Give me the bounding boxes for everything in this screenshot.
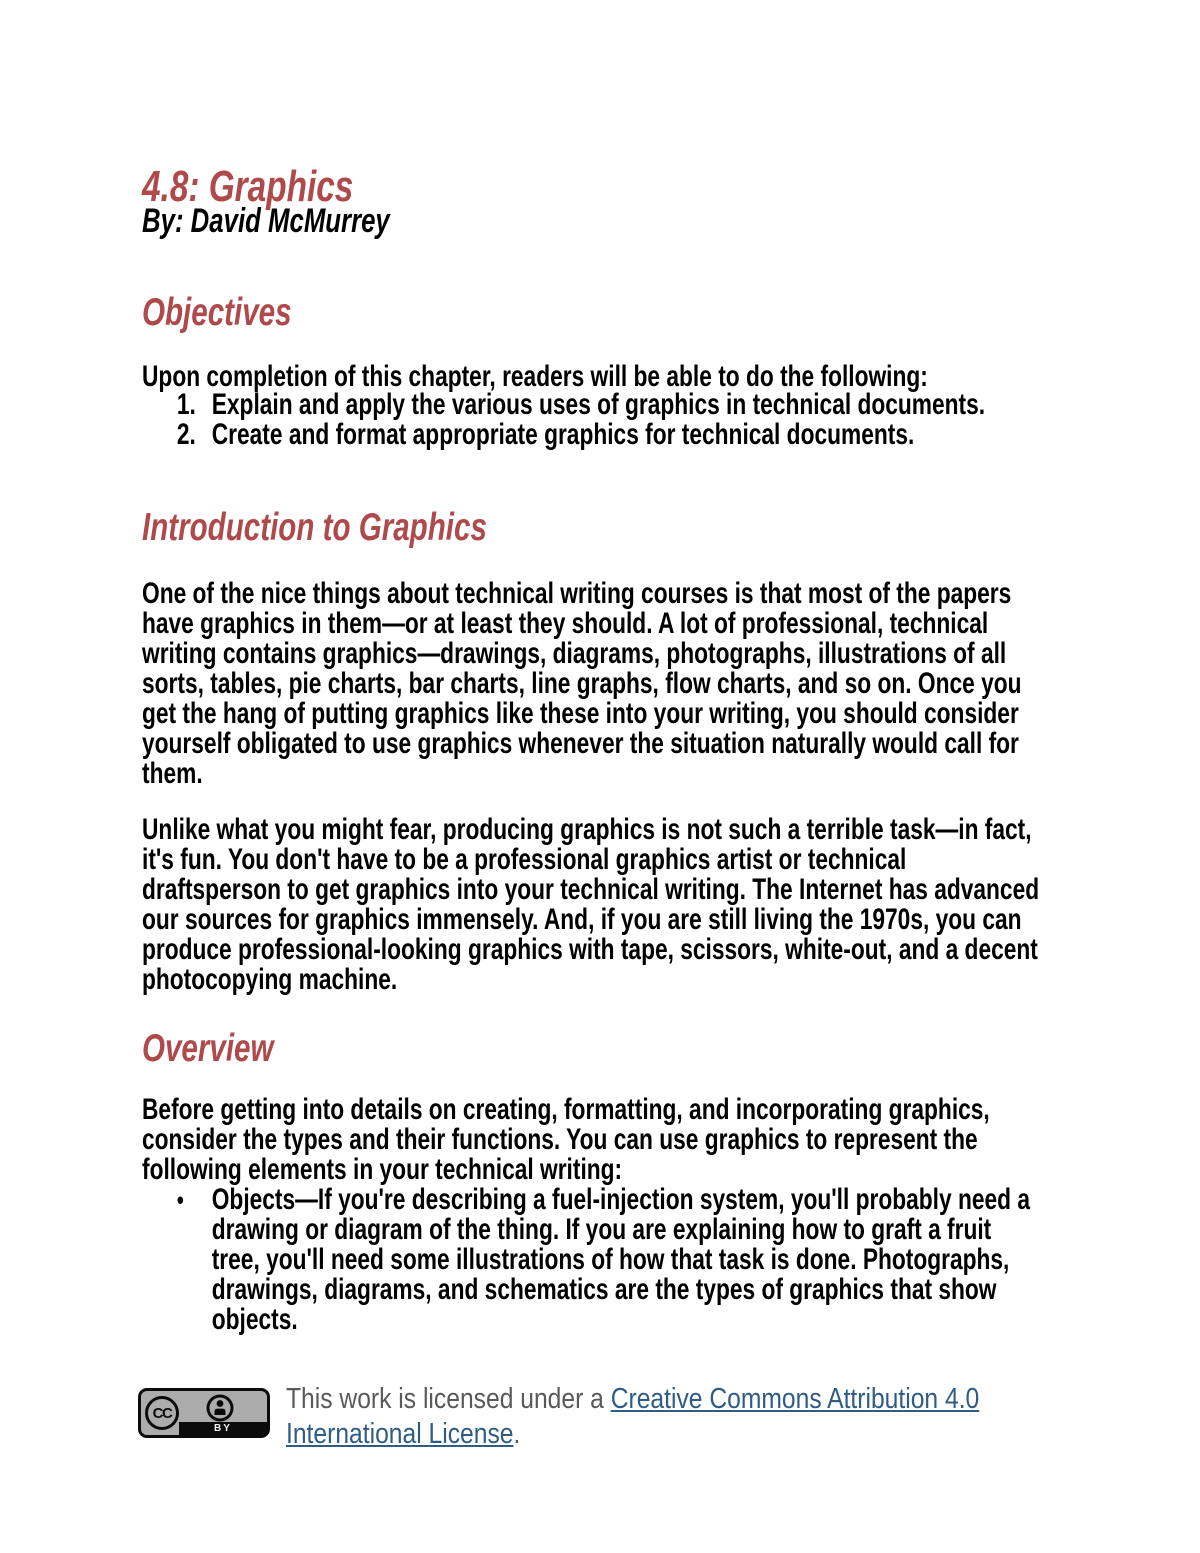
list-item: [142, 390, 1043, 420]
list-item-number: 2.: [176, 418, 196, 451]
license-link[interactable]: Creative Commons Attribution 4.0 International License: [286, 1383, 980, 1450]
overview-bullet-list: [142, 1185, 1043, 1335]
license-statement: [286, 1382, 1053, 1452]
page-title: 4.8: Graphics: [142, 162, 354, 212]
list-item-text: Create and format appropriate graphics for technical documents.: [211, 418, 915, 451]
objectives-numbered-list: [142, 390, 1043, 450]
paragraph-introduction-1: One of the nice things about technical writing courses is that most of the papers have graphics in them—or at least they should. A lot of professional, technical writing contains graphics—drawings, diagrams, photographs, illustrations of all sorts, tables, pie charts, bar charts, line graphs, flow charts, and so on. Once you get the hang of putting graphics like these into your writing, you should consider yourself obligated to use graphics whenever the situation naturally would call for them.: [142, 577, 1022, 790]
paragraph-overview-intro: Before getting into details on creating, formatting, and incorporating graphics, consider the types and their functions. You can use graphics to represent the following elements in your technical writing:: [142, 1093, 990, 1186]
bullet-item: [142, 1185, 1043, 1335]
heading-introduction-to-graphics: Introduction to Graphics: [142, 506, 487, 550]
list-item-number: 1.: [176, 388, 196, 421]
cc-logo-icon: CC: [145, 1396, 179, 1430]
cc-by-badge[interactable]: [138, 1388, 270, 1438]
heading-overview: Overview: [142, 1027, 274, 1071]
list-item: [142, 420, 1043, 450]
heading-objectives: Objectives: [142, 291, 292, 335]
byline: By: David McMurrey: [142, 202, 390, 240]
license-prefix-text: This work is licensed under a: [286, 1383, 611, 1415]
bullet-item-text: Objects—If you're describing a fuel-injection system, you'll probably need a drawing or diagram of the thing. If you are explaining how to graft a fruit tree, you'll need some illustrations of how that task is done. Photographs, drawings, diagrams, and schematics are the types of graphics that show objects.: [211, 1183, 1031, 1336]
cc-by-label: BY: [179, 1422, 267, 1435]
bullet-marker: •: [176, 1185, 184, 1215]
license-suffix-text: .: [513, 1418, 521, 1450]
list-item-text: Explain and apply the various uses of graphics in technical documents.: [211, 388, 986, 421]
paragraph-objectives-intro: Upon completion of this chapter, readers will be able to do the following:: [142, 360, 928, 393]
paragraph-introduction-2: Unlike what you might fear, producing graphics is not such a terrible task—in fact, it's fun. You don't have to be a professional graphics artist or technical draftsperson to get graphics into your technical writing. The Internet has advanced our sources for graphics immensely. And, if you are still living the 1970s, you can produce professional-looking graphics with tape, scissors, white-out, and a decent photocopying machine.: [142, 813, 1040, 996]
